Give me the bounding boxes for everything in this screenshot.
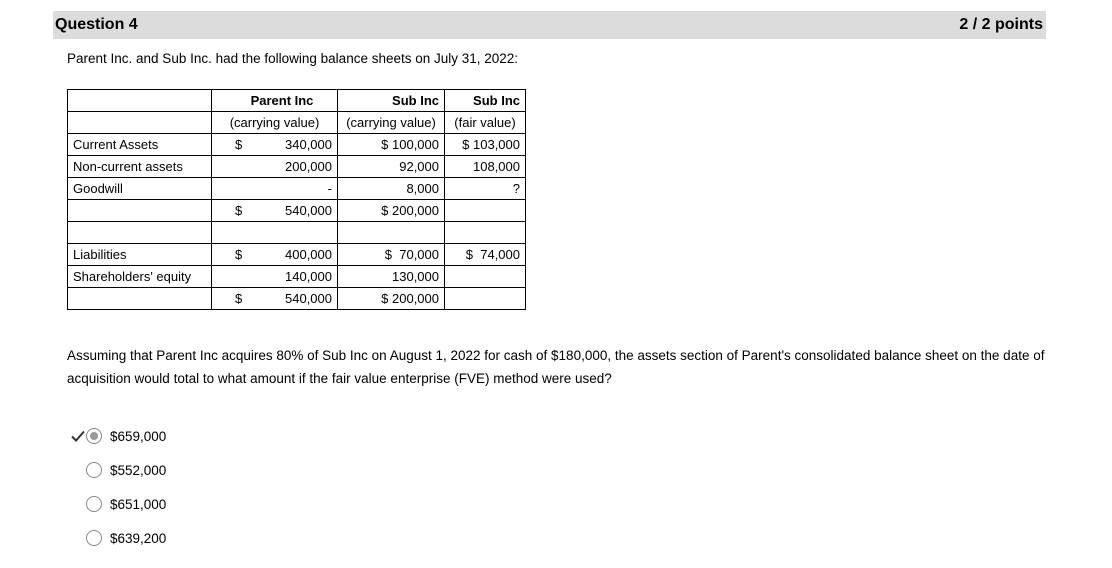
table-row [68,156,526,178]
cell-value: ? [445,178,526,200]
option-label: $639,200 [110,531,167,546]
cell-value: 92,000 [338,156,445,178]
subheader-parent: (carrying value) [212,112,338,134]
row-label: Non-current assets [68,156,212,178]
dollar-sign: $ [235,291,243,306]
cell-value: 400,000 [285,247,332,262]
table-header-row [68,90,526,112]
radio-button[interactable] [86,462,102,478]
option-label: $552,000 [110,463,167,478]
question-title: Question 4 [55,16,138,33]
header-sub-fair: Sub Inc [445,90,526,112]
cell-value: $ 200,000 [338,200,445,222]
table-row [68,288,526,310]
dollar-sign: $ [235,203,243,218]
subheader-sub-carrying: (carrying value) [338,112,445,134]
row-label: Shareholders' equity [68,266,212,288]
balance-sheet-table [67,89,526,310]
cell-value: 540,000 [285,203,332,218]
cell-value: $ 70,000 [338,244,445,266]
header-parent: Parent Inc [212,90,338,112]
header-sub-carrying: Sub Inc [338,90,445,112]
cell-value: $ 100,000 [338,134,445,156]
table-row [68,222,526,244]
subheader-sub-fair: (fair value) [445,112,526,134]
table-row [68,134,526,156]
cell-value: $ 103,000 [445,134,526,156]
row-label: Liabilities [68,244,212,266]
cell-value: 130,000 [338,266,445,288]
radio-button[interactable] [86,530,102,546]
radio-button[interactable] [86,428,102,444]
table-row [68,200,526,222]
checkmark-icon [70,428,86,444]
cell-value: 108,000 [445,156,526,178]
table-row [68,244,526,266]
cell-value: 140,000 [212,266,338,288]
question-prompt: Assuming that Parent Inc acquires 80% of Sub Inc on August 1, 2022 for cash of $180,000, the assets section of Parent's consolidated balance sheet on the date of acquisition would total to what amount if the fair value enterprise (FVE) method were used? [67,348,1045,386]
cell-value: - [212,178,338,200]
row-label: Goodwill [68,178,212,200]
table-row [68,266,526,288]
row-label: Current Assets [68,134,212,156]
option-label: $659,000 [110,429,167,444]
option-label: $651,000 [110,497,167,512]
question-header [53,11,1046,39]
cell-value: $ 74,000 [445,244,526,266]
radio-button[interactable] [86,496,102,512]
cell-value: $ 200,000 [338,288,445,310]
cell-value: 200,000 [212,156,338,178]
table-subheader-row [68,112,526,134]
cell-value: 340,000 [285,137,332,152]
cell-value: 540,000 [285,291,332,306]
dollar-sign: $ [235,247,243,262]
question-intro: Parent Inc. and Sub Inc. had the following balance sheets on July 31, 2022: [67,51,519,66]
dollar-sign: $ [235,137,243,152]
question-points: 2 / 2 points [959,16,1043,33]
cell-value: 8,000 [338,178,445,200]
table-row [68,178,526,200]
